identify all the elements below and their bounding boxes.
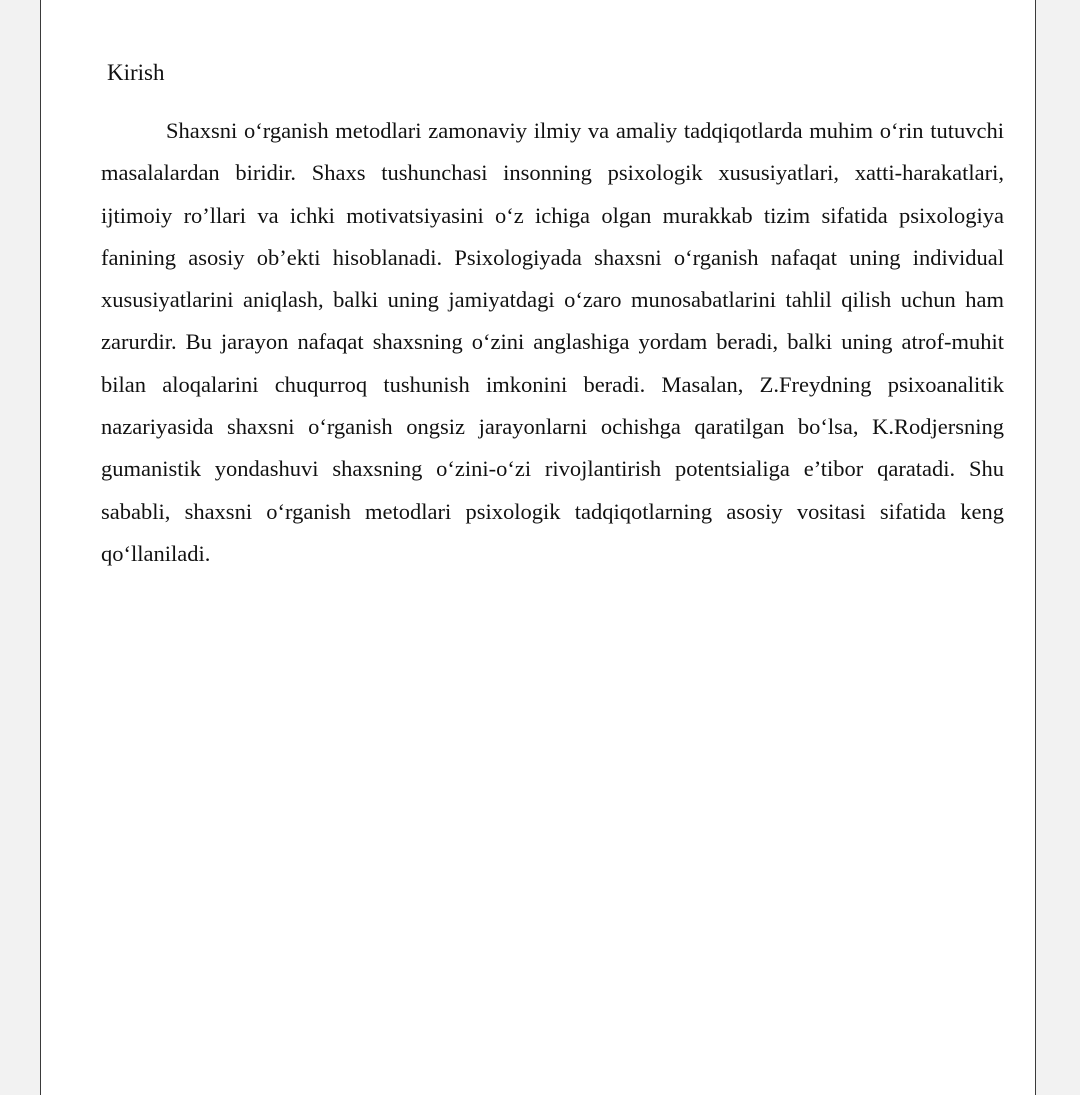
- document-page: [40, 0, 1036, 1095]
- body-paragraph: Shaxsni o‘rganish metodlari zamonaviy ilmiy va amaliy tadqiqotlarda muhim o‘rin tutuvchi masalalardan biridir. Shaxs tushunchasi insonning psixologik xususiyatlari, xatti-harakatlari, ijtimoiy ro’llari va ichki motivatsiyasini o‘z ichiga olgan murakkab tizim sifatida psixologiya fanining asosiy ob’ekti hisoblanadi. Psixologiyada shaxsni o‘rganish nafaqat uning individual xususiyatlarini aniqlash, balki uning jamiyatdagi o‘zaro munosabatlarini tahlil qilish uchun ham zarurdir. Bu jarayon nafaqat shaxsning o‘zini anglashiga yordam beradi, balki uning atrof-muhit bilan aloqalarini chuqurroq tushunish imkonini beradi. Masalan, Z.Freydning psixoanalitik nazariyasida shaxsni o‘rganish ongsiz jarayonlarni ochishga qaratilgan bo‘lsa, K.Rodjersning gumanistik yondashuvi shaxsning o‘zini-o‘zi rivojlantirish potentsialiga e’tibor qaratadi. Shu sababli, shaxsni o‘rganish metodlari psixologik tadqiqotlarning asosiy vositasi sifatida keng qo‘llaniladi.: [101, 118, 1004, 566]
- section-heading: Kirish: [107, 60, 165, 85]
